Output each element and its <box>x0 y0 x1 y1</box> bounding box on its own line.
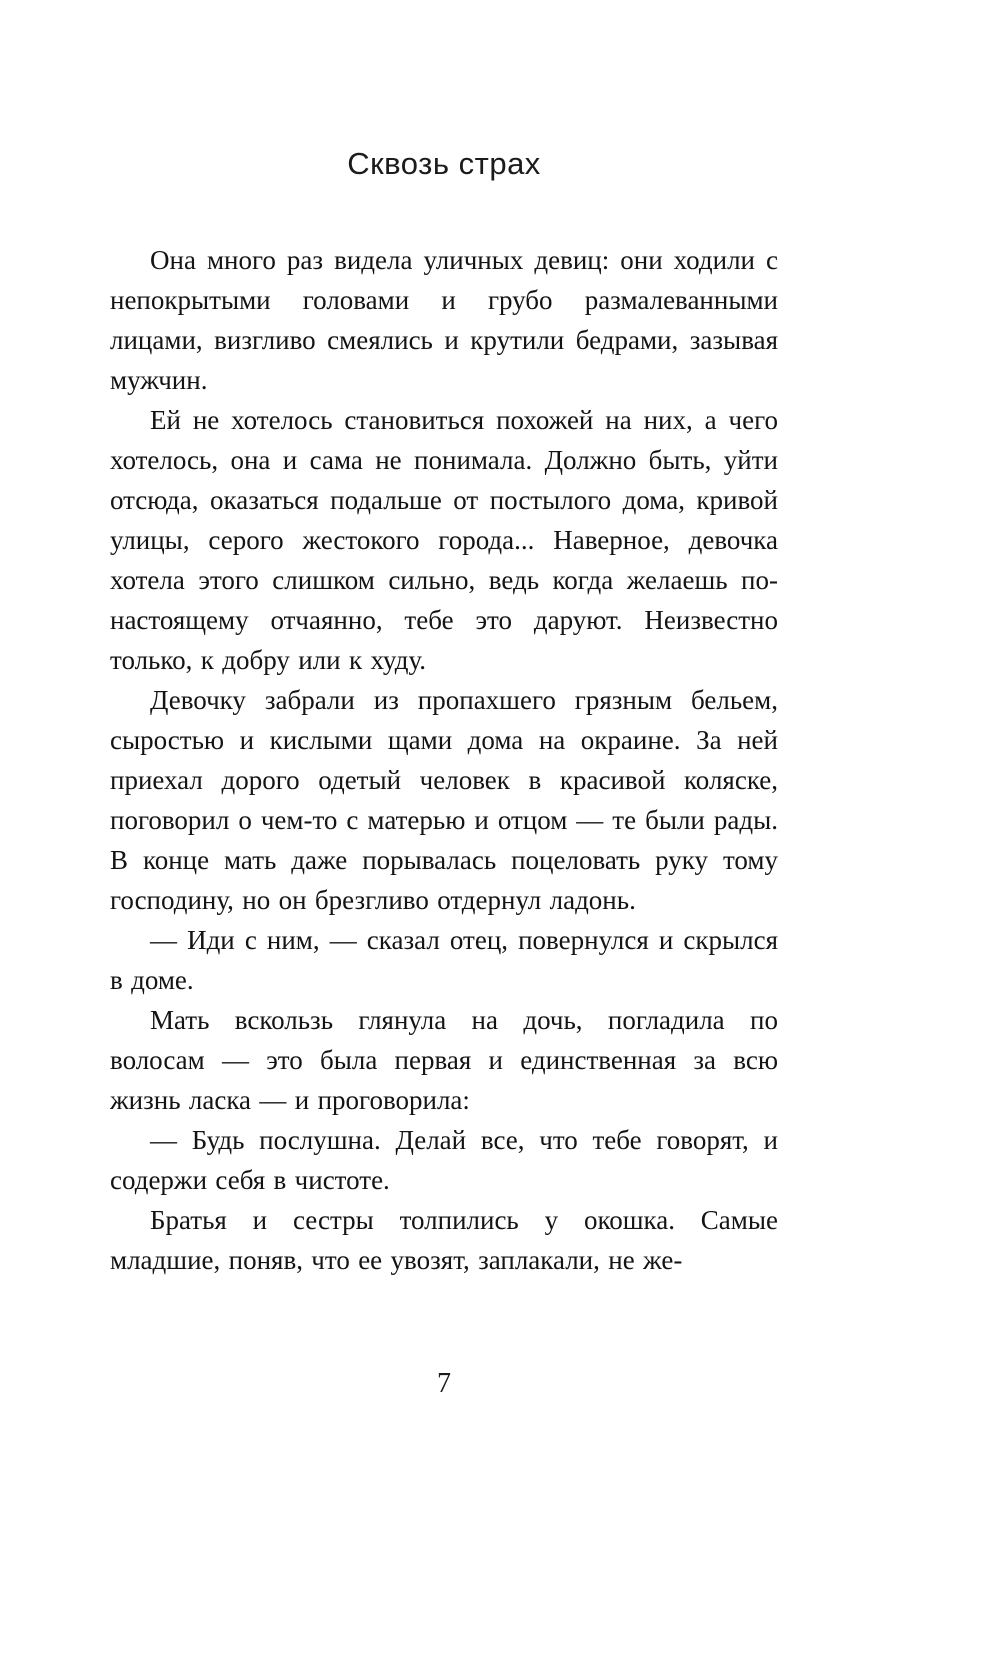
body-paragraph: — Иди с ним, — сказал отец, повернулся и скрылся в доме. <box>110 925 778 995</box>
body-paragraph: Девочку забрали из пропахшего грязным бельем, сыростью и кислыми щами дома на окраине. За ней приехал дорого одетый человек в красивой коляске, поговорил о чем-то с матерью и отцом — те были рады. В конце мать даже порывалась поцеловать руку тому господину, но он брезгливо отдернул ладонь. <box>110 685 778 915</box>
body-paragraph: Мать вскользь глянула на дочь, погладила по волосам — это была первая и единственная за всю жизнь ласка — и проговорила: <box>110 1005 778 1115</box>
body-paragraph: — Будь послушна. Делай все, что тебе говорят, и содержи себя в чистоте. <box>110 1125 778 1195</box>
page-number: 7 <box>437 1368 451 1399</box>
body-paragraph: Ей не хотелось становиться похожей на них, а чего хотелось, она и сама не понимала. Должно быть, уйти отсюда, оказаться подальше от постылого дома, кривой улицы, серого жестокого города... Наверное, девочка хотела этого слишком сильно, ведь когда желаешь по-настоящему отчаянно, тебе это даруют. Неизвестно только, к добру или к худу. <box>110 405 778 675</box>
chapter-title: Сквозь страх <box>347 146 541 181</box>
body-paragraph: Братья и сестры толпились у окошка. Самые младшие, поняв, что ее увозят, заплакали, не же- <box>110 1205 778 1275</box>
body-paragraph: Она много раз видела уличных девиц: они ходили с непокрытыми головами и грубо размалеванными лицами, визгливо смеялись и крутили бедрами, зазывая мужчин. <box>110 245 778 395</box>
text-block <box>110 146 778 1280</box>
body-text <box>110 240 778 1280</box>
